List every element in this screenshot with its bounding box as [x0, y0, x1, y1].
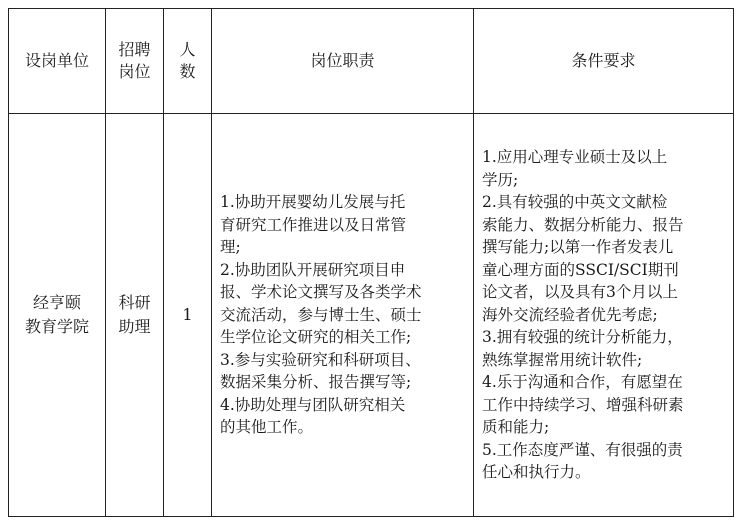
requirement-line: 5.工作态度严谨、有很强的责: [482, 440, 683, 459]
header-duties-label: 岗位职责: [310, 51, 375, 70]
requirement-line: 熟练掌握常用统计软件;: [482, 350, 643, 369]
unit-line-2: 教育学院: [24, 317, 89, 336]
requirement-line: 任心和执行力。: [482, 463, 591, 482]
cell-count: [164, 114, 212, 517]
header-requirements: [474, 9, 734, 114]
header-unit-label: 设岗单位: [24, 51, 89, 70]
header-count-line-2: 数: [179, 62, 196, 81]
duty-line: 生学位论文研究的相关工作;: [220, 328, 412, 347]
requirement-line: 3.拥有较强的统计分析能力，: [482, 328, 683, 347]
header-position-line-2: 岗位: [118, 62, 151, 81]
position-line-1: 科研: [118, 293, 151, 312]
header-position-line-1: 招聘: [118, 40, 151, 59]
requirement-line: 质和能力;: [482, 418, 550, 437]
header-count: [164, 9, 212, 114]
requirement-line: 海外交流经验者优先考虑;: [482, 305, 658, 324]
cell-unit: [9, 114, 106, 517]
requirement-line: 工作中持续学习、增强科研素: [482, 395, 684, 414]
duty-line: 交流活动，参与博士生、硕士: [220, 305, 422, 324]
requirement-line: 论文者，以及具有3个月以上: [482, 283, 678, 302]
cell-requirements: [474, 114, 734, 517]
duty-line: 育研究工作推进以及日常管: [220, 215, 407, 234]
job-posting-table: [8, 8, 734, 517]
count-value: 1: [182, 305, 193, 324]
header-count-line-1: 人: [179, 40, 196, 59]
header-position: [106, 9, 164, 114]
requirement-line: 学历;: [482, 170, 519, 189]
requirement-line: 童心理方面的SSCI/SCI期刊: [482, 260, 679, 279]
requirement-line: 1.应用心理专业硕士及以上: [482, 148, 668, 167]
position-line-2: 助理: [118, 317, 151, 336]
duty-line: 数据采集分析、报告撰写等;: [220, 373, 412, 392]
requirement-line: 索能力、数据分析能力、报告: [482, 215, 684, 234]
duty-line: 报、学术论文撰写及各类学术: [220, 283, 422, 302]
requirement-line: 4.乐于沟通和合作，有愿望在: [482, 373, 683, 392]
header-unit: [9, 9, 106, 114]
requirements-list: [474, 146, 733, 484]
duty-line: 4.协助处理与团队研究相关: [220, 395, 406, 414]
table-row: [9, 114, 734, 517]
requirement-line: 撰写能力;以第一作者发表儿: [482, 238, 674, 257]
header-duties: [212, 9, 474, 114]
requirement-line: 2.具有较强的中英文文献检: [482, 193, 668, 212]
duty-line: 2.协助团队开展研究项目申: [220, 260, 406, 279]
duty-line: 3.参与实验研究和科研项目、: [220, 350, 421, 369]
header-requirements-label: 条件要求: [571, 51, 636, 70]
unit-line-1: 经亨颐: [32, 293, 81, 312]
duty-line: 理;: [220, 238, 241, 257]
duty-line: 的其他工作。: [220, 418, 314, 437]
duties-list: [212, 191, 473, 439]
header-row: [9, 9, 734, 114]
cell-position: [106, 114, 164, 517]
cell-duties: [212, 114, 474, 517]
duty-line: 1.协助开展婴幼儿发展与托: [220, 193, 406, 212]
